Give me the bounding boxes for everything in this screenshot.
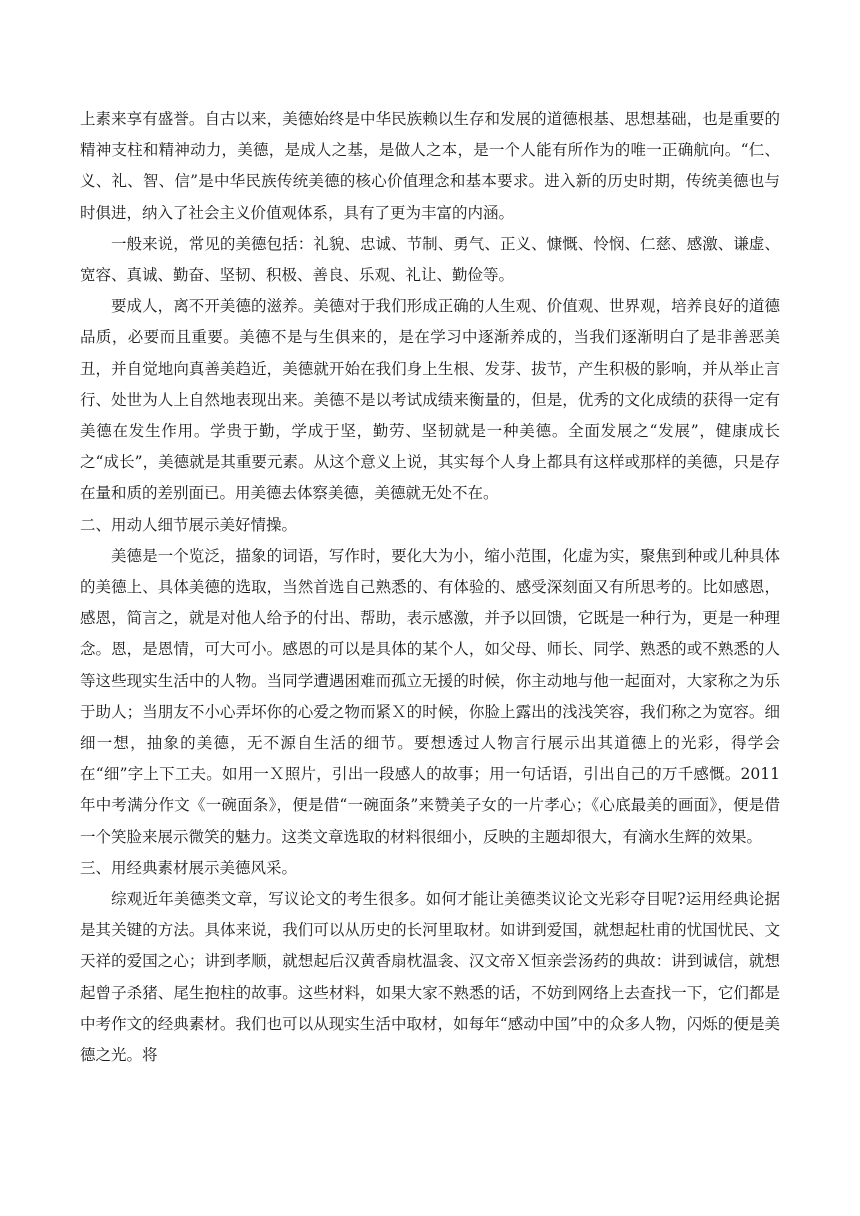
section-heading-details: 二、用动人细节展示美好情操。 [80, 515, 298, 534]
paragraph-details-example: 美德是一个览泛，描象的词语，写作时，要化大为小，缩小范围，化虚为实，聚焦到种或儿种具体的美德上、具体美德的选取，当然首选自己熟悉的、有体验的、感受深刻面又有所思考的。比如感恩，感恩，简言之，就是对他人给予的付出、帮助，表示感激，并予以回馈，它既是一种行为，更是一种理念。恩，是恩情，可大可小。感恩的可以是具体的某个人，如父母、师长、同学、熟悉的或不熟悉的人等这些现实生活中的人物。当同学遭遇困难而孤立无援的时候，你主动地与他一起面对，大家称之为乐于助人；当朋友不小心弄坏你的心爱之物而紧Ｘ的时候，你脸上露出的浅浅笑容，我们称之为宽容。细细一想，抽象的美德，无不源自生活的细节。要想透过人物言行展示出其道德上的光彩，得学会在“细”字上下工夫。如用一Ｘ照片，引出一段感人的故事；用一句话语，引出自己的万千感慨。2011年中考满分作文《一碗面条》，便是借“一碗面条”来赞美子女的一片孝心；《心底最美的画面》，便是借一个笑脸来展示微笑的魅力。这类文章选取的材料很细小，反映的主题却很大，有滴水生辉的效果。 [80, 546, 780, 846]
paragraph-becoming-person: 要成人，离不开美德的滋养。美德对于我们形成正确的人生观、价值观、世界观，培养良好的道德品质，必要而且重要。美德不是与生俱来的，是在学习中逐渐养成的，当我们逐渐明白了是非善恶美丑，并自觉地向真善美趋近，美德就开始在我们身上生根、发芽、拔节，产生积极的影响，并从举止言行、处世为人上自然地表现出来。美德不是以考试成绩来衡量的，但是，优秀的文化成绩的获得一定有美德在发生作用。学贵于勤，学成于坚，勤劳、坚韧就是一种美德。全面发展之“发展”，健康成长之“成长”，美德就是其重要元素。从这个意义上说，其实每个人身上都具有这样或那样的美德，只是存在量和质的差别面已。用美德去体察美德，美德就无处不在。 [80, 297, 780, 503]
paragraph-common-virtues: 一般来说，常见的美德包括：礼貌、忠诚、节制、勇气、正义、慷慨、怜悯、仁慈、感激、谦虚、宽容、真诚、勤奋、坚韧、积极、善良、乐观、礼让、勤俭等。 [80, 234, 780, 285]
paragraph-classic-materials: 综观近年美德类文章，写议论文的考生很多。如何才能让美德类议论文光彩夺目呢?运用经典论据是其关键的方法。具体来说，我们可以从历史的长河里取材。如讲到爱国，就想起杜甫的忧国忧民、文天祥的爱国之心；讲到孝顺，就想起后汉黄香扇枕温衾、汉文帝Ｘ恒亲尝汤药的典故：讲到诚信，就想起曾子杀猪、尾生抱柱的故事。这些材料，如果大家不熟悉的话，不妨到网络上去查找一下，它们都是中考作文的经典素材。我们也可以从现实生活中取材，如每年“感动中国”中的众多人物，闪烁的便是美德之光。将 [80, 890, 780, 1065]
document-body [80, 104, 780, 1071]
section-heading-classics: 三、用经典素材展示美德风采。 [80, 858, 298, 877]
paragraph-virtue-foundation: 上素来享有盛誉。自古以来，美德始终是中华民族赖以生存和发展的道德根基、思想基础，也是重要的精神支柱和精神动力，美德，是成人之基，是做人之本，是一个人能有所作为的唯一正确航向。“仁、义、礼、智、信”是中华民族传统美德的核心价值理念和基本要求。进入新的历史时期，传统美德也与时俱进，纳入了社会主义价值观体系，具有了更为丰富的内涵。 [80, 110, 780, 222]
